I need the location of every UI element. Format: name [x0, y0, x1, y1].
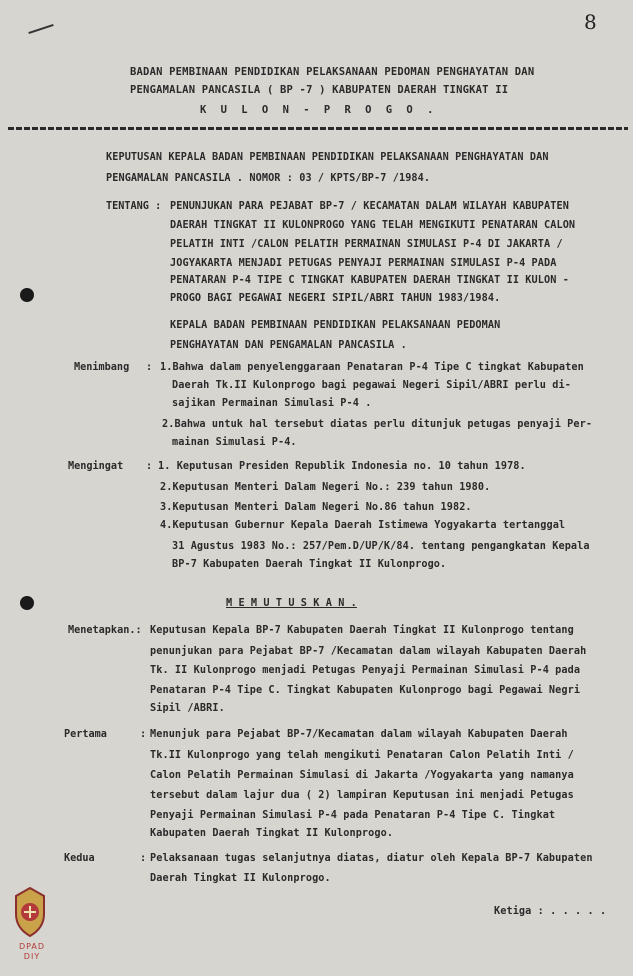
menetapkan-line: Tk. II Kulonprogo menjadi Petugas Penyaji Permainan Simulasi P-4 pada: [150, 665, 581, 676]
menetapkan-line: penunjukan para Pejabat BP-7 /Kecamatan dalam wilayah Kabupaten Daerah: [150, 646, 587, 657]
menetapkan-label: Menetapkan.:: [68, 625, 142, 636]
memutuskan-heading: M E M U T U S K A N .: [226, 598, 357, 609]
menimbang-item-2-line: mainan Simulasi P-4.: [172, 437, 297, 448]
tentang-line: PROGO BAGI PEGAWAI NEGERI SIPIL/ABRI TAHUN 1983/1984.: [170, 293, 501, 304]
menimbang-item-2-line: 2.Bahwa untuk hal tersebut diatas perlu ditunjuk petugas penyaji Per-: [162, 419, 593, 430]
menetapkan-line: Keputusan Kepala BP-7 Kabupaten Daerah Tingkat II Kulonprogo tentang: [150, 625, 574, 636]
mengingat-item-3: 3.Keputusan Menteri Dalam Negeri No.86 tahun 1982.: [160, 502, 472, 513]
pertama-line: Menunjuk para Pejabat BP-7/Kecamatan dalam wilayah Kabupaten Daerah: [150, 729, 568, 740]
kepala-line-1: KEPALA BADAN PEMBINAAN PENDIDIKAN PELAKSANAAN PEDOMAN: [170, 320, 501, 331]
separator-colon: :: [146, 461, 153, 472]
pertama-line: Kabupaten Daerah Tingkat II Kulonprogo.: [150, 828, 394, 839]
separator-colon: :: [146, 362, 153, 373]
mengingat-label: Mengingat: [68, 461, 124, 472]
header-line-1: BADAN PEMBINAAN PENDIDIKAN PELAKSANAAN PEDOMAN PENGHAYATAN DAN: [130, 66, 535, 78]
mengingat-item-4-line: 31 Agustus 1983 No.: 257/Pem.D/UP/K/84. tentang pengangkatan Kepala: [172, 541, 590, 552]
menimbang-item-1-line: 1.Bahwa dalam penyelenggaraan Penataran P-4 Tipe C tingkat Kabupaten: [160, 362, 584, 373]
continuation-note: Ketiga : . . . . .: [494, 906, 607, 917]
menetapkan-line: Penataran P-4 Tipe C. Tingkat Kabupaten Kulonprogo bagi Pegawai Negri: [150, 685, 581, 696]
tentang-line: DAERAH TINGKAT II KULONPROGO YANG TELAH MENGIKUTI PENATARAN CALON: [170, 220, 576, 231]
pertama-line: Penyaji Permainan Simulasi P-4 pada Penataran P-4 Tipe C. Tingkat: [150, 810, 556, 821]
title-line-1: KEPUTUSAN KEPALA BADAN PEMBINAAN PENDIDIKAN PELAKSANAAN PENGHAYATAN DAN: [106, 152, 549, 163]
tentang-label: TENTANG :: [106, 201, 162, 212]
archive-seal-logo: [10, 884, 50, 940]
pertama-line: Calon Pelatih Permainan Simulasi di Jakarta /Yogyakarta yang namanya: [150, 770, 574, 781]
mengingat-item-1: 1. Keputusan Presiden Republik Indonesia no. 10 tahun 1978.: [158, 461, 526, 472]
title-line-2: PENGAMALAN PANCASILA . NOMOR : 03 / KPTS/BP-7 /1984.: [106, 173, 431, 184]
header-line-3: K U L O N - P R O G O .: [200, 104, 438, 116]
kedua-line: Pelaksanaan tugas selanjutnya diatas, diatur oleh Kepala BP-7 Kabupaten: [150, 853, 593, 864]
archive-logo-text: DPAD DIY: [18, 942, 46, 961]
menetapkan-line: Sipil /ABRI.: [150, 703, 225, 714]
menimbang-label: Menimbang: [74, 362, 130, 373]
header-line-2: PENGAMALAN PANCASILA ( BP -7 ) KABUPATEN DAERAH TINGKAT II: [130, 84, 509, 96]
header-divider: [8, 127, 628, 130]
tentang-line: PELATIH INTI /CALON PELATIH PERMAINAN SIMULASI P-4 DI JAKARTA /: [170, 239, 563, 250]
kepala-line-2: PENGHAYATAN DAN PENGAMALAN PANCASILA .: [170, 340, 407, 351]
tentang-line: JOGYAKARTA MENJADI PETUGAS PENYAJI PERMAINAN SIMULASI P-4 PADA: [170, 258, 557, 269]
separator-colon: :: [140, 853, 147, 864]
mengingat-item-2: 2.Keputusan Menteri Dalam Negeri No.: 239 tahun 1980.: [160, 482, 491, 493]
tentang-line: PENUNJUKAN PARA PEJABAT BP-7 / KECAMATAN DALAM WILAYAH KABUPATEN: [170, 201, 569, 212]
pen-mark: [28, 24, 53, 34]
punch-hole: [20, 288, 34, 302]
pertama-label: Pertama: [64, 729, 107, 740]
pertama-line: tersebut dalam lajur dua ( 2) lampiran Keputusan ini menjadi Petugas: [150, 790, 574, 801]
kedua-label: Kedua: [64, 853, 95, 864]
mengingat-item-4-line: BP-7 Kabupaten Daerah Tingkat II Kulonprogo.: [172, 559, 447, 570]
pertama-line: Tk.II Kulonprogo yang telah mengikuti Penataran Calon Pelatih Inti /: [150, 750, 574, 761]
tentang-line: PENATARAN P-4 TIPE C TINGKAT KABUPATEN DAERAH TINGKAT II KULON -: [170, 275, 569, 286]
menimbang-item-1-line: sajikan Permainan Simulasi P-4 .: [172, 398, 372, 409]
menimbang-item-1-line: Daerah Tk.II Kulonprogo bagi pegawai Negeri Sipil/ABRI perlu di-: [172, 380, 571, 391]
page-number: 8: [584, 10, 597, 34]
separator-colon: :: [140, 729, 147, 740]
kedua-line: Daerah Tingkat II Kulonprogo.: [150, 873, 331, 884]
mengingat-item-4-line: 4.Keputusan Gubernur Kepala Daerah Istimewa Yogyakarta tertanggal: [160, 520, 566, 531]
punch-hole: [20, 596, 34, 610]
